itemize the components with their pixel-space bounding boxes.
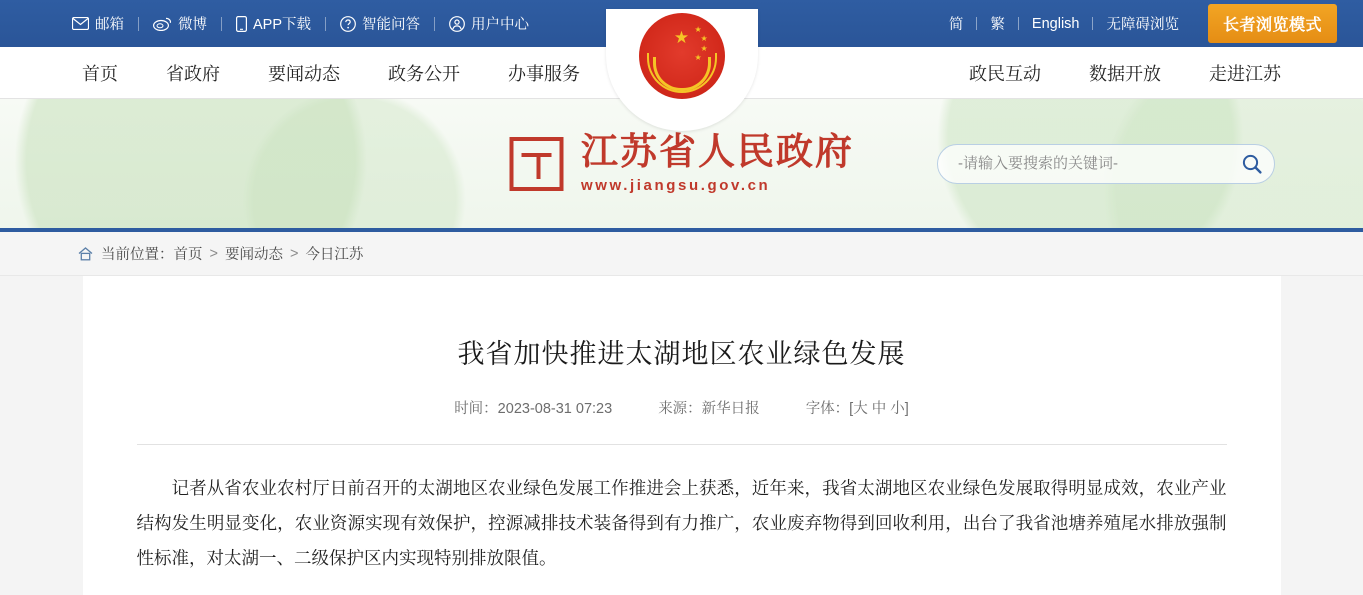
- star-icon: ★: [694, 53, 702, 62]
- nav-item-home[interactable]: 首页: [82, 63, 118, 84]
- lang-simplified[interactable]: 简: [948, 17, 964, 33]
- nav-item-about-jiangsu[interactable]: 走进江苏: [1209, 63, 1281, 84]
- star-icon: ★: [694, 25, 702, 34]
- search-button[interactable]: [1236, 148, 1268, 180]
- logo-text-group: [581, 133, 854, 195]
- nav-item-government-affairs[interactable]: 政务公开: [388, 63, 460, 84]
- topbar-item-label: 邮箱: [95, 17, 124, 33]
- article-title: 我省加快推进太湖地区农业绿色发展: [457, 339, 906, 369]
- topbar-item-label: 智能问答: [362, 17, 421, 33]
- topbar-item-mail[interactable]: [58, 13, 138, 34]
- lang-english[interactable]: English: [1031, 15, 1080, 32]
- breadcrumb-separator: >: [209, 245, 218, 262]
- topbar-item-label: 用户中心: [471, 17, 530, 33]
- search-icon: [1240, 152, 1264, 176]
- site-title: 江苏省人民政府: [581, 131, 854, 173]
- article-source: 来源：新华日报: [658, 401, 760, 417]
- nav-item-open-data[interactable]: 数据开放: [1089, 63, 1161, 84]
- breadcrumb-item-home[interactable]: 首页: [173, 247, 203, 263]
- article-time: 时间：2023-08-31 07:23: [454, 401, 613, 417]
- topbar-item-label: 微博: [178, 17, 207, 33]
- breadcrumb-prefix: 当前位置：: [101, 247, 174, 263]
- article-container: [83, 276, 1281, 595]
- breadcrumb-item-news[interactable]: 要闻动态: [224, 247, 283, 263]
- nav-item-interaction[interactable]: 政民互动: [969, 63, 1041, 84]
- topbar-item-smart-qa[interactable]: [326, 13, 434, 34]
- breadcrumb-item-today-jiangsu[interactable]: 今日江苏: [305, 247, 364, 263]
- nav-left-group: [58, 60, 604, 86]
- site-url: www.jiangsu.gov.cn: [581, 177, 771, 195]
- topbar-item-user-center[interactable]: [435, 13, 543, 34]
- topbar-item-label: APP下载: [253, 17, 312, 33]
- search-input[interactable]: [956, 154, 1236, 173]
- mobile-icon: [236, 16, 247, 32]
- breadcrumb-separator: >: [289, 245, 299, 262]
- article-paragraph: 记者从省农业农村厅日前召开的太湖地区农业绿色发展工作推进会上获悉，近年来，我省太湖地区农业绿色发展取得明显成效，农业产业结构发生明显变化，农业资源实现有效保护，控源减排技术装备得到有力推广，农业废弃物得到回收利用，出台了我省池塘养殖尾水排放强制性标准，对太湖一、二级保护区内实现特别排放限值。: [136, 478, 1227, 568]
- user-icon: [449, 16, 465, 32]
- jiangsu-seal-icon: [509, 137, 563, 191]
- divider: [137, 444, 1227, 445]
- nav-item-provincial-government[interactable]: 省政府: [166, 63, 220, 84]
- mail-icon: [72, 17, 89, 30]
- star-icon: ★: [673, 28, 690, 47]
- article-meta: [137, 397, 1227, 418]
- site-logo[interactable]: [509, 133, 854, 195]
- emblem-graphic: [639, 13, 725, 99]
- weibo-icon: [153, 17, 172, 31]
- accessibility-link[interactable]: 无障碍浏览: [1106, 17, 1179, 33]
- topbar-item-weibo[interactable]: [139, 13, 221, 34]
- breadcrumb: [0, 232, 1363, 276]
- top-left-links: [58, 13, 543, 34]
- nav-item-news[interactable]: 要闻动态: [268, 63, 340, 84]
- lang-traditional[interactable]: 繁: [990, 17, 1005, 33]
- font-size-selector[interactable]: 字体：[大 中 小]: [805, 401, 909, 417]
- home-icon: [78, 247, 93, 261]
- chat-icon: [340, 16, 356, 32]
- topbar-item-app-download[interactable]: [222, 13, 325, 34]
- star-icon: ★: [700, 44, 708, 53]
- star-icon: ★: [700, 34, 708, 43]
- search-box[interactable]: [937, 144, 1275, 184]
- nav-right-group: [945, 60, 1305, 86]
- nav-item-services[interactable]: 办事服务: [508, 63, 580, 84]
- page-content: [0, 276, 1363, 595]
- elder-mode-button[interactable]: 长者浏览模式: [1208, 4, 1337, 43]
- top-right-links: [936, 4, 1337, 43]
